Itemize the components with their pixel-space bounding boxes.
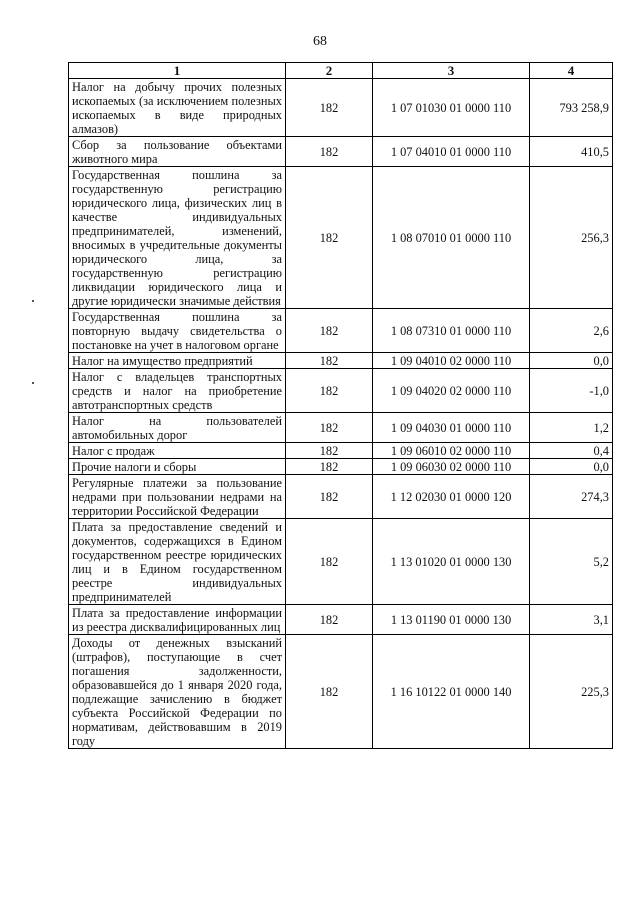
classification-code: 1 07 04010 01 0000 110 (373, 137, 530, 167)
amount: 0,0 (530, 353, 613, 369)
classification-code: 1 07 01030 01 0000 110 (373, 79, 530, 137)
table-row (69, 413, 613, 443)
admin-code: 182 (286, 137, 373, 167)
scan-speck (32, 382, 34, 384)
amount: 5,2 (530, 519, 613, 605)
revenue-table (68, 62, 613, 749)
admin-code: 182 (286, 475, 373, 519)
admin-code: 182 (286, 443, 373, 459)
amount: 0,4 (530, 443, 613, 459)
amount: -1,0 (530, 369, 613, 413)
classification-code: 1 13 01020 01 0000 130 (373, 519, 530, 605)
admin-code: 182 (286, 635, 373, 749)
table-row (69, 137, 613, 167)
column-header: 1 (69, 63, 286, 79)
classification-code: 1 09 06010 02 0000 110 (373, 443, 530, 459)
classification-code: 1 09 06030 02 0000 110 (373, 459, 530, 475)
admin-code: 182 (286, 369, 373, 413)
classification-code: 1 12 02030 01 0000 120 (373, 475, 530, 519)
table-row (69, 635, 613, 749)
classification-code: 1 13 01190 01 0000 130 (373, 605, 530, 635)
amount: 1,2 (530, 413, 613, 443)
column-header: 3 (373, 63, 530, 79)
table-row (69, 443, 613, 459)
classification-code: 1 09 04030 01 0000 110 (373, 413, 530, 443)
scan-speck (32, 300, 34, 302)
admin-code: 182 (286, 413, 373, 443)
amount: 256,3 (530, 167, 613, 309)
admin-code: 182 (286, 519, 373, 605)
classification-code: 1 08 07310 01 0000 110 (373, 309, 530, 353)
revenue-name: Плата за предоставление сведений и документов, содержащихся в Едином государственном реестре юридических лиц и в Едином государственном реестре индивидуальных предпринимателей (69, 519, 286, 605)
admin-code: 182 (286, 309, 373, 353)
table-row (69, 167, 613, 309)
revenue-name: Государственная пошлина за повторную выдачу свидетельства о постановке на учет в налоговом органе (69, 309, 286, 353)
amount: 410,5 (530, 137, 613, 167)
admin-code: 182 (286, 605, 373, 635)
revenue-name: Налог с продаж (69, 443, 286, 459)
revenue-name: Государственная пошлина за государственную регистрацию юридического лица, физических лиц в качестве индивидуальных предпринимателей, изменений, вносимых в учредительные документы юридического лица, за государственную регистрацию ликвидации юридического лица и другие юридически значимые действия (69, 167, 286, 309)
page-number: 68 (313, 34, 327, 49)
table-row (69, 309, 613, 353)
table-row (69, 353, 613, 369)
column-header: 4 (530, 63, 613, 79)
classification-code: 1 16 10122 01 0000 140 (373, 635, 530, 749)
table-row (69, 79, 613, 137)
table-row (69, 475, 613, 519)
column-header: 2 (286, 63, 373, 79)
classification-code: 1 09 04020 02 0000 110 (373, 369, 530, 413)
admin-code: 182 (286, 353, 373, 369)
revenue-name: Плата за предоставление информации из реестра дисквалифицированных лиц (69, 605, 286, 635)
revenue-name: Налог на добычу прочих полезных ископаемых (за исключением полезных ископаемых в виде природных алмазов) (69, 79, 286, 137)
classification-code: 1 09 04010 02 0000 110 (373, 353, 530, 369)
classification-code: 1 08 07010 01 0000 110 (373, 167, 530, 309)
amount: 225,3 (530, 635, 613, 749)
table-row (69, 459, 613, 475)
admin-code: 182 (286, 79, 373, 137)
revenue-name: Доходы от денежных взысканий (штрафов), поступающие в счет погашения задолженности, образовавшейся до 1 января 2020 года, подлежащие зачислению в бюджет субъекта Российской Федерации по нормативам, действовавшим в 2019 году (69, 635, 286, 749)
revenue-name: Регулярные платежи за пользование недрами при пользовании недрами на территории Российской Федерации (69, 475, 286, 519)
amount: 3,1 (530, 605, 613, 635)
revenue-name: Налог с владельцев транспортных средств и налог на приобретение автотранспортных средств (69, 369, 286, 413)
admin-code: 182 (286, 459, 373, 475)
revenue-name: Налог на имущество предприятий (69, 353, 286, 369)
amount: 793 258,9 (530, 79, 613, 137)
amount: 2,6 (530, 309, 613, 353)
table-header-row (69, 63, 613, 79)
amount: 274,3 (530, 475, 613, 519)
admin-code: 182 (286, 167, 373, 309)
table-row (69, 369, 613, 413)
revenue-name: Прочие налоги и сборы (69, 459, 286, 475)
table-row (69, 605, 613, 635)
table-row (69, 519, 613, 605)
revenue-name: Сбор за пользование объектами животного мира (69, 137, 286, 167)
revenue-name: Налог на пользователей автомобильных дорог (69, 413, 286, 443)
amount: 0,0 (530, 459, 613, 475)
